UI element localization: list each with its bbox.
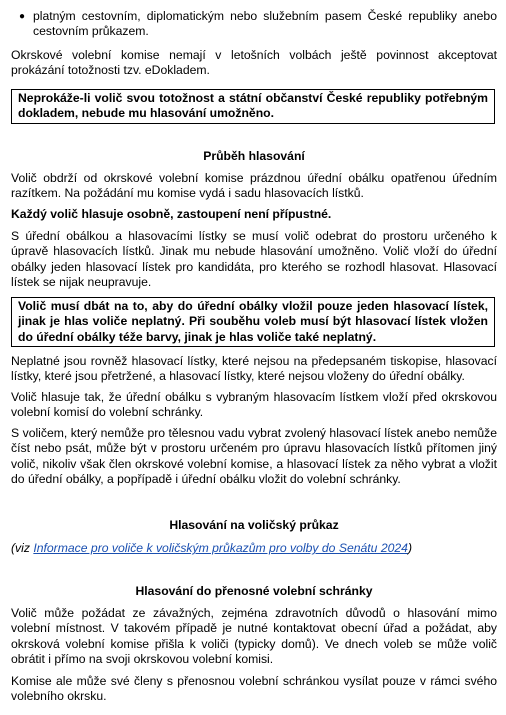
viz-suffix: ): [407, 541, 413, 555]
paragraph-telesna-vada: S voličem, který nemůže pro tělesnou vadu vybrat zvolený hlasovací lístek anebo nemůže číst nebo psát, může být v prostoru určeném pro úpravu hlasovacích lístků přítomen jiný volič, nikoliv však člen okrskové volební komise, a hlasovací lístek za něho vybrat a vložit do úřední obálky, a popřípadě i úřední obálku vložit do volební schránky.: [11, 426, 497, 487]
paragraph-prostor: S úřední obálkou a hlasovacími lístky se musí volič odebrat do prostoru určeného k úpravě hlasovacích lístků. Jinak mu nebude hlasování umožněno. Volič vloží do úřední obálky jeden hlasovací lístek pro kandidáta, pro kterého se rozhodl hlasovat. Hlasovací lístek se nijak neupravuje.: [11, 229, 497, 290]
viz-prefix: (viz: [11, 541, 34, 555]
notice-text-identity: Neprokáže-li volič svou totožnost a státní občanství České republiky potřebným dokladem, nebude mu hlasování umožněno.: [18, 91, 488, 121]
paragraph-volic-hlasuje: Volič hlasuje tak, že úřední obálku s vybraným hlasovacím lístkem vloží před okrskovou volební komisí do volební schránky.: [11, 390, 497, 420]
notice-text-obalka: Volič musí dbát na to, aby do úřední obálky vložil pouze jeden hlasovací lístek, jinak je hlas voliče neplatný. Při souběhu voleb musí být hlasovací lístek vložen do úřední obálky téže barvy, jinak je hlas voliče také neplatný.: [18, 299, 488, 344]
notice-box-obalka: [11, 297, 495, 347]
paragraph-viz: [11, 541, 497, 556]
notice-box-identity: [11, 89, 495, 124]
bullet-list-item: [11, 9, 497, 40]
paragraph-edoklad: Okrskové volební komise nemají v letošních volbách ještě povinnost akceptovat prokázání totožnosti tzv. eDokladem.: [11, 48, 497, 78]
paragraph-osobne: Každý volič hlasuje osobně, zastoupení není přípustné.: [11, 207, 332, 221]
paragraph-neplatne: Neplatné jsou rovněž hlasovací lístky, které nejsou na předepsaném tiskopise, hlasovací lístky, které jsou přetržené, a hlasovací lístky, které nejsou vloženy do úřední obálky.: [11, 354, 497, 384]
paragraph-pozadat: Volič může požádat ze závažných, zejména zdravotních důvodů o hlasování mimo volební místnost. V takovém případě je nutné kontaktovat obecní úřad a požádat, aby okrsková volební komise přišla k voliči (typicky domů). Ve dnech voleb se může volič obrátit i přímo na svoji okrskovou volební komisi.: [11, 606, 497, 667]
heading-volicsky-prukaz: Hlasování na voličský průkaz: [169, 518, 339, 532]
paragraph-komise-okrsek: Komise ale může své členy s přenosnou volební schránkou vysílat pouze v rámci svého volebního okrsku.: [11, 674, 497, 704]
paragraph-obalka: Volič obdrží od okrskové volební komise prázdnou úřední obálku opatřenou úředním razítkem. Na požádání mu komise vydá i sadu hlasovacích lístků.: [11, 171, 497, 201]
bullet-icon: ●: [18, 11, 26, 22]
heading-prenosna-schranka: Hlasování do přenosné volební schránky: [135, 584, 373, 598]
bullet-text: platným cestovním, diplomatickým nebo služebním pasem České republiky anebo cestovním průkazem.: [33, 9, 497, 39]
heading-prubeh-hlasovani: Průběh hlasování: [203, 149, 305, 163]
link-informace-volicske-prukazy[interactable]: Informace pro voliče k voličským průkazům pro volby do Senátu 2024: [33, 541, 408, 555]
